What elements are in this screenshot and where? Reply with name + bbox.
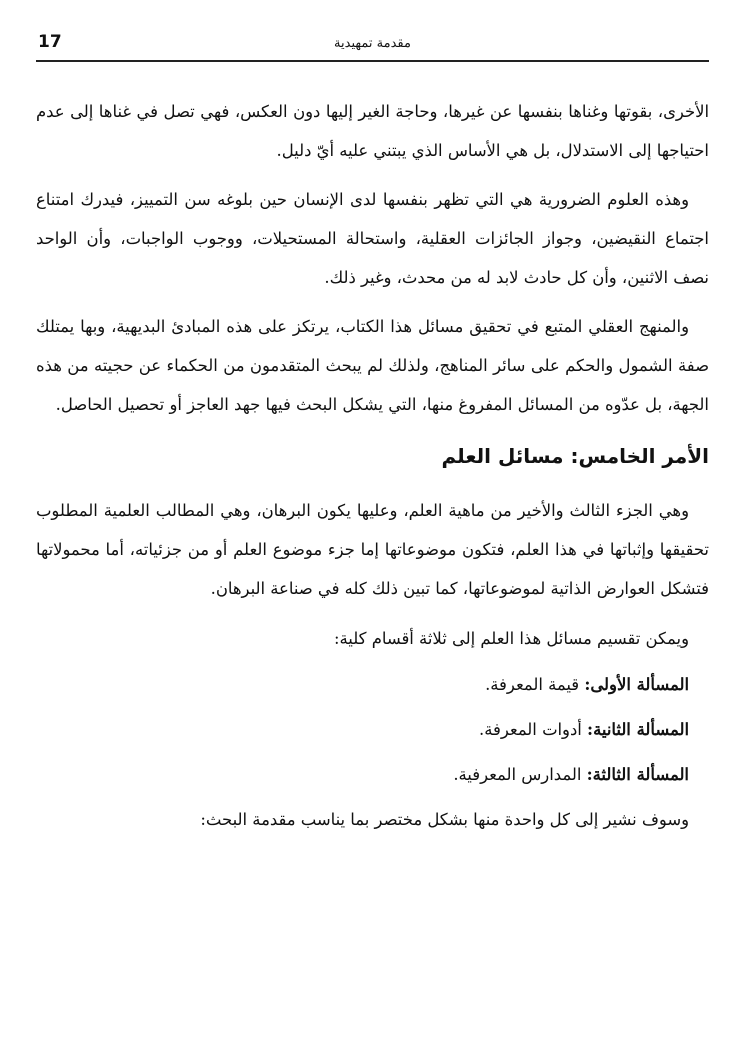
section-heading: الأمر الخامس: مسائل العلم [441, 444, 709, 468]
body-text [36, 92, 709, 842]
list-item-label: المسألة الثانية: [587, 720, 689, 739]
paragraph: وهذه العلوم الضرورية هي التي تظهر بنفسها لدى الإنسان حين بلوغه سن التمييز، فيدرك امتناع اجتماع النقيضين، وجواز الجائزات العقلية، واستحالة المستحيلات، ووجوب الواجبات، وأن الواحد نصف الاثنين، وأن كل حادث لابد له من محدث، وغير ذلك. [36, 190, 709, 287]
list-intro: ويمكن تقسيم مسائل هذا العلم إلى ثلاثة أقسام كلية: [334, 629, 689, 648]
list-item-text: أدوات المعرفة. [479, 720, 588, 739]
list-item-text: قيمة المعرفة. [485, 675, 585, 694]
page-number: 17 [38, 32, 62, 52]
page-header [36, 32, 709, 62]
issues-list [36, 618, 709, 842]
closing-line: وسوف نشير إلى كل واحدة منها بشكل مختصر بما يناسب مقدمة البحث: [200, 810, 689, 829]
list-item [36, 707, 709, 752]
list-item [36, 662, 709, 707]
list-item-label: المسألة الأولى: [584, 675, 689, 694]
section-paragraph: وهي الجزء الثالث والأخير من ماهية العلم، وعليها يكون البرهان، وهي المطالب العلمية المطلوب تحقيقها وإثباتها في هذا العلم، فتكون موضوعاتها إما جزء موضوع العلم أو من جزئياته، أما محمولاتها فتشكل العوارض الذاتية لموضوعاتها، كما تبين ذلك كله في صناعة البرهان. [36, 501, 709, 598]
paragraph-continuation: الأخرى، بقوتها وغناها بنفسها عن غيرها، وحاجة الغير إليها دون العكس، فهي تصل في غناها إلى عدم احتياجها إلى الاستدلال، بل هي الأساس الذي يبتني عليه أيّ دليل. [36, 102, 709, 160]
running-head: مقدمة تمهيدية [334, 36, 411, 51]
paragraph: والمنهج العقلي المتبع في تحقيق مسائل هذا الكتاب، يرتكز على هذه المبادئ البديهية، وبها يمتلك صفة الشمول والحكم على سائر المناهج، ولذلك لم يبحث المتقدمون من الحكماء عن حجيته من هذه الجهة، بل عدّوه من المسائل المفروغ منها، التي يشكل البحث فيها جهد العاجز أو تحصيل الحاصل. [36, 317, 709, 414]
list-item-text: المدارس المعرفية. [453, 765, 587, 784]
list-item [36, 752, 709, 797]
list-item-label: المسألة الثالثة: [586, 765, 689, 784]
